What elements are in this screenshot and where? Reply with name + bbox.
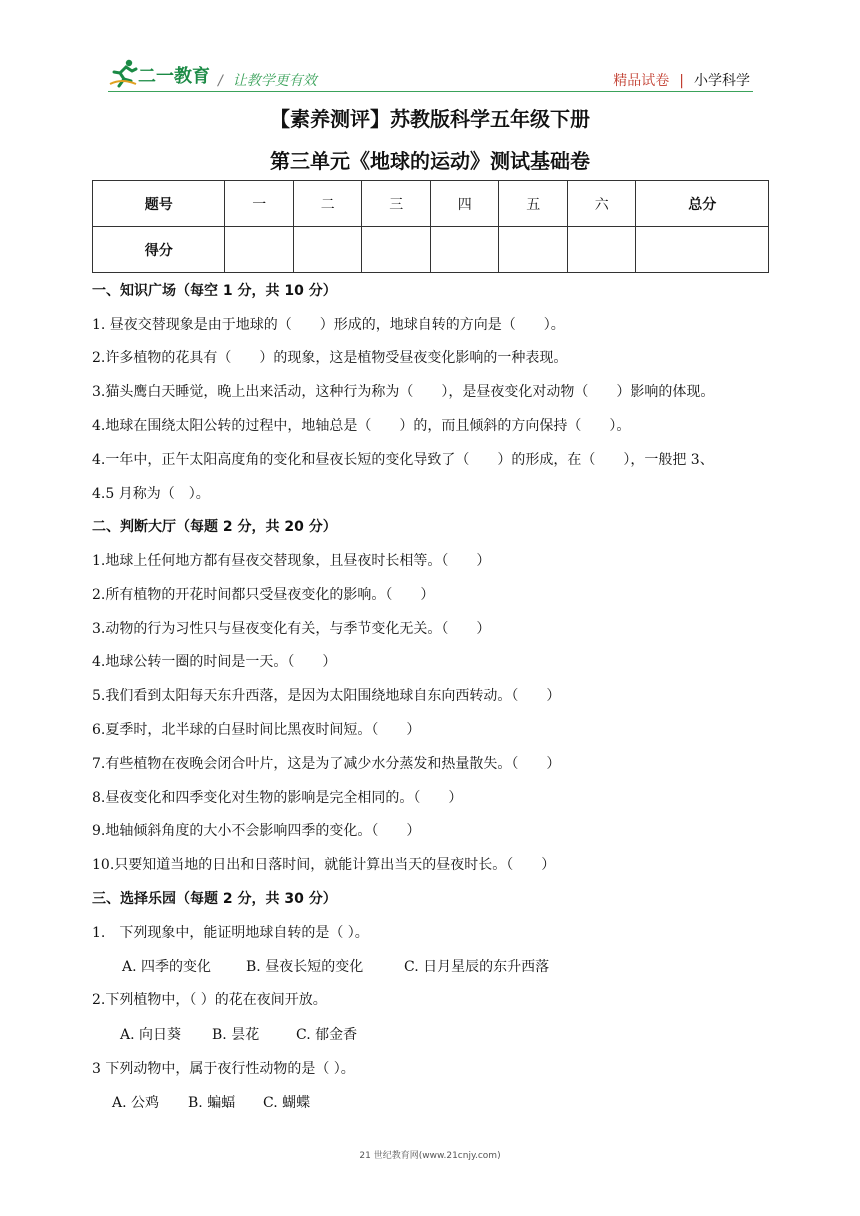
- score-header-cell: 一: [225, 181, 294, 227]
- score-cell: [567, 227, 636, 273]
- score-cell: [362, 227, 431, 273]
- score-header-cell: 三: [362, 181, 431, 227]
- score-table: [92, 180, 769, 273]
- score-row-label: 得分: [93, 227, 225, 273]
- score-value-row: [93, 227, 769, 273]
- tag-divider: |: [679, 73, 684, 89]
- question-item: 4.地球公转一圈的时间是一天。（ ）: [92, 654, 337, 670]
- score-cell: [636, 227, 769, 273]
- question-item: 2.所有植物的开花时间都只受昼夜变化的影响。（ ）: [92, 587, 435, 603]
- question-item: 3.动物的行为习性只与昼夜变化有关，与季节变化无关。（ ）: [92, 621, 491, 637]
- section-heading: 二、判断大厅（每题 2 分，共 20 分）: [92, 519, 337, 535]
- question-item: 5.我们看到太阳每天东升西落，是因为太阳围绕地球自东向西转动。（ ）: [92, 688, 561, 704]
- question-item: 3.猫头鹰白天睡觉，晚上出来活动，这种行为称为（ ），是昼夜变化对动物（ ）影响的体现。: [92, 384, 715, 400]
- section-heading: 三、选择乐园（每题 2 分，共 30 分）: [92, 891, 337, 907]
- score-header-cell: 六: [567, 181, 636, 227]
- score-header-cell: 二: [293, 181, 362, 227]
- option-c: C. 郁金香: [296, 1027, 358, 1043]
- runner-logo-icon: [108, 58, 138, 88]
- header-tags: [613, 70, 750, 90]
- question-item: 1.地球上任何地方都有昼夜交替现象，且昼夜时长相等。（ ）: [92, 553, 491, 569]
- option-a: A. 四季的变化: [122, 959, 212, 975]
- question-item: 10.只要知道当地的日出和日落时间，就能计算出当天的昼夜时长。（ ）: [92, 857, 556, 873]
- slogan-divider: /: [218, 73, 223, 89]
- paper-title: 【素养测评】苏教版科学五年级下册: [270, 107, 590, 131]
- slogan: [218, 70, 317, 90]
- score-header-row: [93, 181, 769, 227]
- option-b: B. 昙花: [212, 1027, 260, 1043]
- option-c: C. 日月星辰的东升西落: [404, 959, 550, 975]
- paper-subtitle: 第三单元《地球的运动》测试基础卷: [270, 149, 590, 173]
- question-item: 1. 下列现象中，能证明地球自转的是（ ）。: [92, 925, 369, 941]
- page-header: [0, 0, 860, 100]
- option-c: C. 蝴蝶: [263, 1095, 311, 1111]
- section-heading: 一、知识广场（每空 1 分，共 10 分）: [92, 283, 337, 299]
- question-item: 4.地球在围绕太阳公转的过程中，地轴总是（ ）的，而且倾斜的方向保持（ ）。: [92, 418, 631, 434]
- page-footer: 21 世纪教育网(www.21cnjy.com): [359, 1151, 501, 1161]
- score-header-cell: 题号: [93, 181, 225, 227]
- score-cell: [430, 227, 499, 273]
- question-item: 9.地轴倾斜角度的大小不会影响四季的变化。（ ）: [92, 823, 421, 839]
- header-rule: [108, 91, 753, 92]
- brand-name: 二一教育: [138, 66, 210, 87]
- option-a: A. 公鸡: [112, 1095, 160, 1111]
- score-cell: [499, 227, 568, 273]
- subject-tag: 小学科学: [694, 73, 750, 89]
- score-header-cell: 五: [499, 181, 568, 227]
- question-item: 7.有些植物在夜晚会闭合叶片，这是为了减少水分蒸发和热量散失。（ ）: [92, 756, 561, 772]
- site-logo: [108, 58, 212, 90]
- option-b: B. 昼夜长短的变化: [246, 959, 364, 975]
- score-cell: [225, 227, 294, 273]
- question-item: 1. 昼夜交替现象是由于地球的（ ）形成的，地球自转的方向是（ ）。: [92, 317, 565, 333]
- question-item: 2.许多植物的花具有（ ）的现象，这是植物受昼夜变化影响的一种表现。: [92, 350, 568, 366]
- slogan-text: 让教学更有效: [232, 73, 317, 89]
- question-item: 8.昼夜变化和四季变化对生物的影响是完全相同的。（ ）: [92, 790, 463, 806]
- question-item: 3 下列动物中，属于夜行性动物的是（ ）。: [92, 1061, 355, 1077]
- score-header-cell: 四: [430, 181, 499, 227]
- question-item: 6.夏季时，北半球的白昼时间比黑夜时间短。（ ）: [92, 722, 421, 738]
- option-b: B. 蝙蝠: [188, 1095, 236, 1111]
- question-item: 4.一年中，正午太阳高度角的变化和昼夜长短的变化导致了（ ）的形成，在（ ），一般把 3、: [92, 452, 714, 468]
- score-header-cell: 总分: [636, 181, 769, 227]
- score-cell: [293, 227, 362, 273]
- question-item: 4.5 月称为（ ）。: [92, 486, 210, 502]
- question-item: 2.下列植物中，（ ）的花在夜间开放。: [92, 992, 327, 1008]
- quality-tag: 精品试卷: [613, 73, 670, 89]
- option-a: A. 向日葵: [120, 1027, 182, 1043]
